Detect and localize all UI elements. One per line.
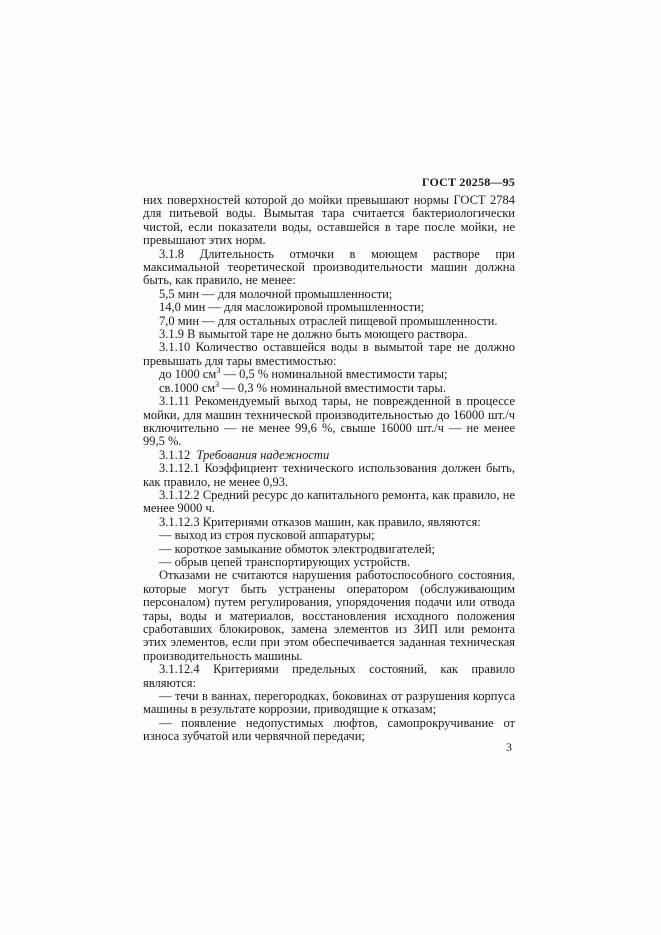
volume-item [143,368,515,381]
volume-item [143,379,515,395]
paragraph: 3.1.12.2 Средний ресурс до капитального ремонта, как правило, не менее 9000 ч. [143,487,515,516]
document-body [143,194,515,744]
volume-item-pre: до 1000 см [159,367,217,382]
paragraph: 14,0 мин — для масложировой промышленности; [159,300,425,315]
paragraph: 3.1.12.3 Критериями отказов машин, как правило, являются: [159,514,481,529]
paragraph: 5,5 мин — для молочной промышленности; [159,286,393,301]
section-title: Требования надежности [196,447,330,462]
paragraph: 7,0 мин — для остальных отраслей пищевой промышленности. [159,313,498,328]
volume-item-post: — 0,3 % номинальной вместимости тары. [219,380,446,395]
paragraph: 3.1.9 В вымытой таре не должно быть моющего раствора. [159,327,468,342]
paragraph: 3.1.8 Длительность отмочки в моющем растворе при максимальной теоретической производительности машин должна быть, как правило, не менее: [143,246,515,288]
section-number: 3.1.12 [159,447,191,462]
list-item: — выход из строя пусковой аппаратуры; [159,528,375,543]
page-number: 3 [506,740,512,754]
paragraph: 3.1.12.4 Критериями предельных состояний, как правило являются: [143,662,515,690]
list-item: — течи в ваннах, перегородках, боковинах от разрушения корпуса машины в результате коррозии, приводящие к отказам; [143,689,515,717]
volume-item-pre: св.1000 см [159,380,216,395]
volume-item-sup: 3 [215,379,220,389]
paragraph: них поверхностей которой до мойки превышают нормы ГОСТ 2784 для питьевой воды. Вымытая тара считается бактериологически чистой, если показатели воды, оставшейся в таре после мойки, не превышают этих норм. [143,193,515,248]
list-item: — обрыв цепей транспортирующих устройств. [159,554,411,569]
list-item: — короткое замыкание обмоток электродвигателей; [159,541,435,556]
standard-header: ГОСТ 20258—95 [421,175,515,189]
volume-item-sup: 3 [216,366,221,376]
paragraph: 3.1.10 Количество оставшейся воды в вымытой таре не должно превышать для тары вместимостью: [143,340,515,368]
paragraph: 3.1.11 Рекомендуемый выход тары, не поврежденной в процессе мойки, для машин технической производительностью до 16000 шт./ч включительно — не менее 99,6 %, свыше 16000 шт./ч — не менее 99,5 %. [143,394,515,449]
volume-item-post: — 0,5 % номинальной вместимости тары; [220,367,448,382]
paragraph: 3.1.12.1 Коэффициент технического использования должен быть, как правило, не менее 0,93. [143,461,515,489]
section-heading [143,449,515,462]
paragraph: Отказами не считаются нарушения работоспособного состояния, которые могут быть устранены оператором (обслуживающим персоналом) путем регулирования, упорядочения подачи или отвода тары, воды и материалов, восстановления исходного положения сработавших блокировок, замена элементов из ЗИП или ремонта этих элементов, если при этом обеспечивается заданная техническая производительность машины. [143,568,515,663]
list-item: — появление недопустимых люфтов, самопрокручивание от износа зубчатой или червячной передачи; [143,715,515,744]
